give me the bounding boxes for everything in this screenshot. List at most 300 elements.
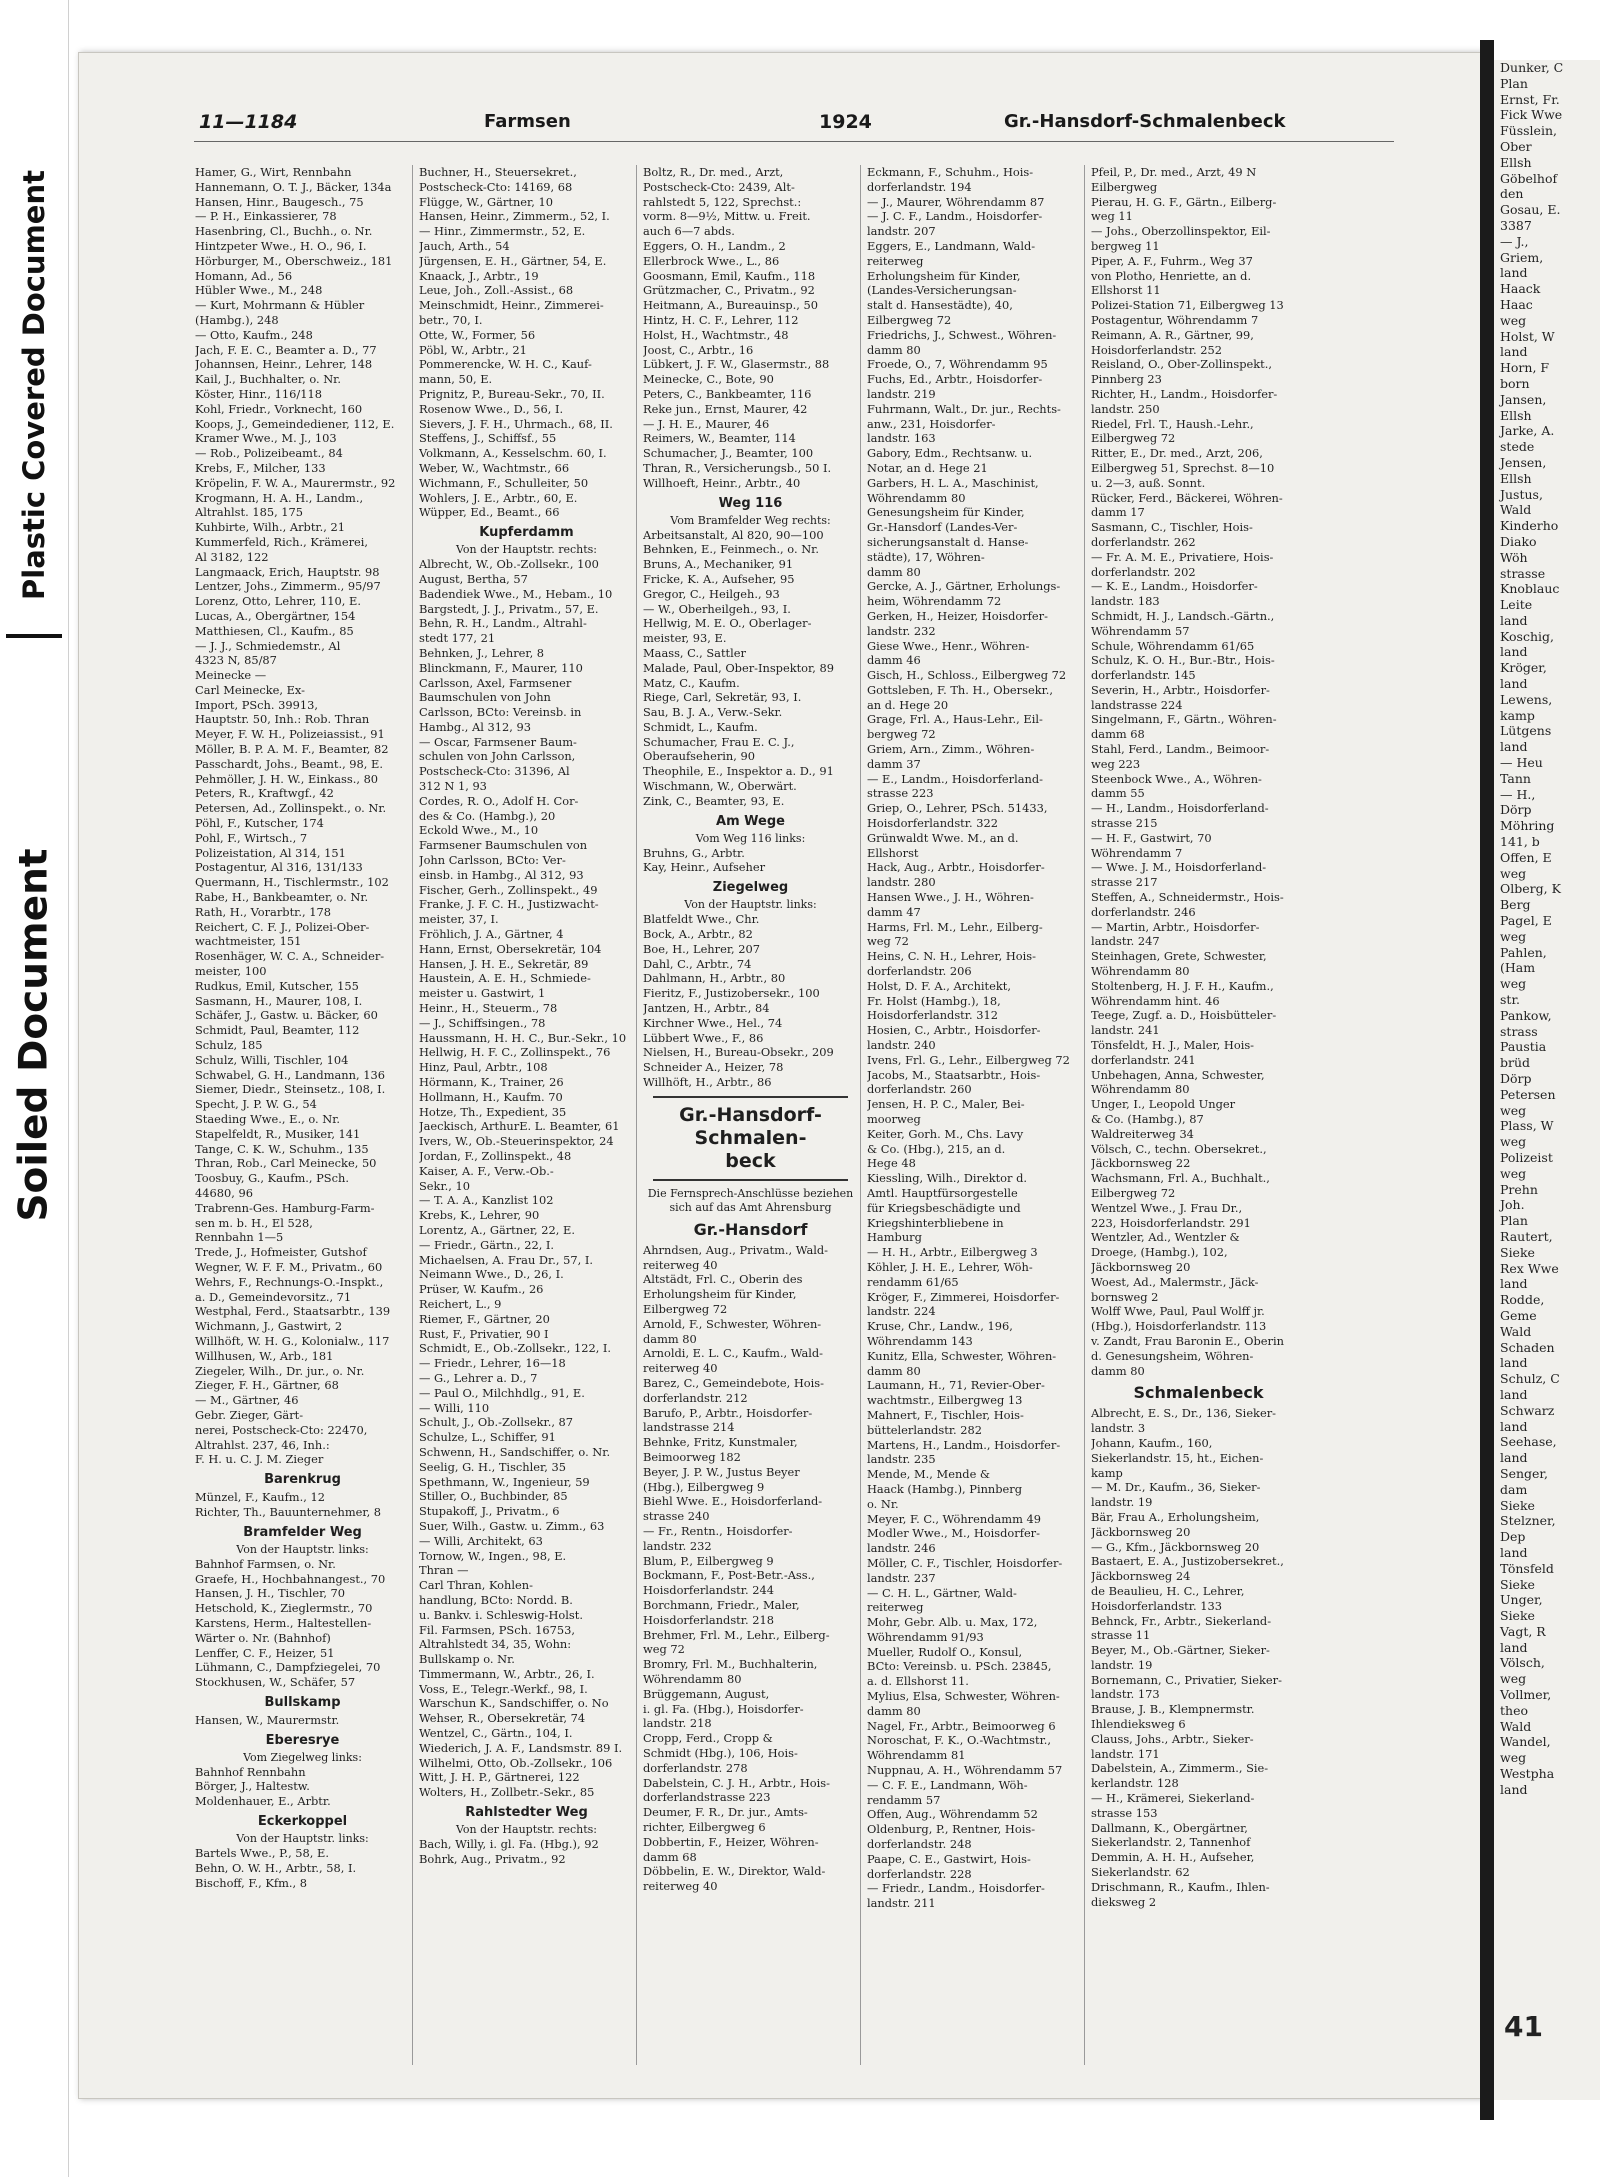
street-heading: Am Wege	[716, 813, 785, 829]
header-rule	[194, 141, 1394, 142]
directory-entry: Nagel, Fr., Arbtr., Beimoorweg 6	[867, 1718, 1056, 1733]
directory-entry: Ihlendieksweg 6	[1091, 1717, 1186, 1732]
directory-entry: Behnken, J., Lehrer, 8	[419, 645, 545, 660]
locality-section-heading: Gr.-Hansdorf	[693, 1219, 808, 1239]
directory-entry: Schumacher, Frau E. C. J.,	[643, 734, 795, 749]
next-page-entry: Schulz, C	[1500, 1371, 1560, 1387]
directory-entry: Grage, Frl. A., Haus-Lehr., Eil-	[867, 712, 1043, 727]
directory-entry: landstrasse 214	[643, 1420, 735, 1435]
directory-entry: Unger, I., Leopold Unger	[1091, 1097, 1236, 1112]
directory-entry: Bockmann, F., Post-Betr.-Ass.,	[643, 1568, 815, 1583]
directory-entry: weg 11	[1091, 209, 1133, 224]
directory-entry: reiterweg 40	[643, 1257, 718, 1272]
directory-entry: Timmermann, W., Arbtr., 26, I.	[419, 1666, 595, 1681]
directory-entry: Carlsson, BCto: Vereinsb. in	[419, 705, 582, 720]
directory-entry: Prüser, W. Kaufm., 26	[419, 1282, 544, 1297]
directory-entry: Rust, F., Privatier, 90 I	[419, 1326, 549, 1341]
directory-entry: Hansen Wwe., J. H., Wöhren-	[867, 890, 1034, 905]
directory-entry: landstr. 163	[867, 431, 936, 446]
directory-entry: Holst, H., Wachtmstr., 48	[643, 327, 789, 342]
directory-entry: Sasmann, C., Tischler, Hois-	[1091, 520, 1253, 535]
directory-entry: Reisland, O., Ober-Zollinspekt.,	[1091, 357, 1272, 372]
next-page-entry: Wald	[1500, 1718, 1532, 1734]
street-heading: Eberesrye	[265, 1732, 340, 1748]
next-page-entry: Fick Wwe	[1500, 107, 1563, 123]
directory-entry: Reimers, W., Beamter, 114	[643, 431, 796, 446]
directory-entry: F. H. u. C. J. M. Zieger	[195, 1452, 324, 1467]
directory-entry: Thran —	[419, 1563, 469, 1578]
directory-entry: Stupakoff, J., Privatm., 6	[419, 1504, 560, 1519]
directory-entry: Graefe, H., Hochbahnangest., 70	[195, 1571, 386, 1586]
directory-entry: Meinschmidt, Heinr., Zimmerei-	[419, 298, 604, 313]
directory-entry: Haustein, A. E. H., Schmiede-	[419, 971, 591, 986]
directory-entry: Eilbergweg 72	[867, 312, 952, 327]
directory-entry: dieksweg 2	[1091, 1894, 1157, 1909]
directory-entry: Kohl, Friedr., Vorknecht, 160	[195, 401, 363, 416]
directory-entry: 223, Hoisdorferlandstr. 291	[1091, 1215, 1251, 1230]
directory-entry: damm 80	[1091, 1363, 1145, 1378]
next-page-entry: str.	[1500, 992, 1521, 1008]
directory-entry: Hansen, W., Maurermstr.	[195, 1712, 340, 1727]
directory-entry: — Fr., Rentn., Hoisdorfer-	[643, 1523, 793, 1538]
directory-entry: Grünwaldt Wwe. M., an d.	[867, 830, 1019, 845]
directory-entry: landstr. 183	[1091, 594, 1160, 609]
directory-entry: Mueller, Rudolf O., Konsul,	[867, 1644, 1023, 1659]
directory-entry: Altrahlst. 185, 175	[195, 505, 304, 520]
next-page-entry: land	[1500, 1418, 1528, 1434]
next-page-entry: Pagel, E	[1500, 913, 1552, 929]
directory-entry: Bromry, Frl. M., Buchhalterin,	[643, 1657, 818, 1672]
directory-entry: Nuppnau, A. H., Wöhrendamm 57	[867, 1763, 1063, 1778]
next-page-entry: Paustia	[1500, 1039, 1547, 1055]
directory-entry: Wichmann, F., Schulleiter, 50	[419, 475, 589, 490]
directory-entry: Willhoeft, Heinr., Arbtr., 40	[643, 475, 801, 490]
directory-entry: Kaiser, A. F., Verw.-Ob.-	[419, 1163, 554, 1178]
directory-entry: Fuchs, Ed., Arbtr., Hoisdorfer-	[867, 372, 1043, 387]
locality-intro: Die Fernsprech-Anschlüsse beziehen sich auf das Amt Ahrensburg	[647, 1186, 854, 1214]
directory-entry: Schmidt (Hbg.), 106, Hois-	[643, 1745, 798, 1760]
directory-entry: Staeding Wwe., E., o. Nr.	[195, 1112, 341, 1126]
next-page-entry: land	[1500, 676, 1528, 692]
directory-entry: Polizeistation, Al 314, 151	[195, 845, 346, 860]
directory-entry: Jach, F. E. C., Beamter a. D., 77	[195, 342, 377, 357]
directory-entry: Malade, Paul, Ober-Inspektor, 89	[643, 660, 834, 675]
directory-entry: Ellshorst 11	[1091, 283, 1161, 298]
directory-entry: Barez, C., Gemeindebote, Hois-	[643, 1376, 824, 1390]
directory-entry: Wöhrendamm 80	[643, 1671, 742, 1686]
directory-entry: von Plotho, Henriette, an d.	[1091, 268, 1252, 283]
directory-entry: Rosenhäger, W. C. A., Schneider-	[195, 949, 385, 964]
directory-entry: Jäckbornsweg 24	[1091, 1569, 1191, 1584]
directory-entry: sen m. b. H., El 528,	[195, 1215, 313, 1230]
directory-entry: Bahnhof Rennbahn	[195, 1764, 306, 1779]
directory-entry: damm 80	[867, 1703, 921, 1718]
directory-entry: Froede, O., 7, Wöhrendamm 95	[867, 357, 1048, 372]
directory-entry: Erholungsheim für Kinder,	[867, 268, 1021, 283]
directory-entry: landstr. 237	[867, 1570, 936, 1585]
directory-entry: an d. Hege 20	[867, 697, 949, 712]
directory-entry: Goosmann, Emil, Kaufm., 118	[643, 268, 816, 283]
directory-entry: Krebs, F., Milcher, 133	[195, 460, 326, 475]
directory-entry: landstr. 280	[867, 875, 936, 890]
directory-entry: — C. H. L., Gärtner, Wald-	[867, 1585, 1017, 1600]
book-gutter	[1480, 40, 1494, 2120]
directory-entry: städte), 17, Wöhren-	[867, 549, 985, 564]
directory-entry: landstr. 211	[867, 1896, 936, 1911]
directory-entry: Droege, (Hambg.), 102,	[1091, 1245, 1228, 1260]
directory-entry: strasse 217	[1091, 875, 1158, 890]
directory-entry: Hasenbring, Cl., Buchh., o. Nr.	[195, 224, 373, 239]
directory-entry: — P. H., Einkassierer, 78	[195, 209, 337, 224]
directory-entry: Hamburg	[867, 1230, 922, 1245]
directory-entry: Baumschulen von John	[419, 690, 551, 705]
directory-entry: Kröpelin, F. W. A., Maurermstr., 92	[195, 475, 396, 490]
directory-entry: Wichmann, J., Gastwirt, 2	[195, 1319, 343, 1334]
directory-entry: Stapelfeldt, R., Musiker, 141	[195, 1126, 361, 1141]
directory-entry: Rabe, H., Bankbeamter, o. Nr.	[195, 890, 369, 905]
directory-entry: reiterweg 40	[643, 1361, 718, 1376]
directory-entry: Schmidt, H. J., Landsch.-Gärtn.,	[1091, 608, 1275, 623]
next-page-entry: Ernst, Fr.	[1500, 91, 1560, 107]
directory-entry: Fieritz, F., Justizobersekr., 100	[643, 986, 820, 1001]
directory-entry: Lenffer, C. F., Heizer, 51	[195, 1645, 335, 1660]
directory-entry: — H. H., Arbtr., Eilbergweg 3	[867, 1245, 1038, 1260]
directory-entry: meister, 93, E.	[643, 631, 727, 646]
directory-entry: bergweg 11	[1091, 238, 1160, 253]
directory-entry: Eilbergweg 72	[1091, 1185, 1176, 1200]
directory-entry: Gregor, C., Heilgeh., 93	[643, 586, 780, 601]
directory-entry: heim, Wöhrendamm 72	[867, 594, 1002, 609]
directory-entry: Grützmacher, C., Privatm., 92	[643, 283, 815, 298]
directory-entry: Blinckmann, F., Maurer, 110	[419, 660, 583, 675]
directory-entry: Tönsfeldt, H. J., Maler, Hois-	[1091, 1038, 1255, 1053]
next-page-entry: land	[1500, 612, 1528, 628]
directory-entry: Postscheck-Cto: 14169, 68	[419, 179, 573, 194]
directory-entry: de Beaulieu, H. C., Lehrer,	[1091, 1583, 1245, 1598]
directory-entry: Behn, O. W. H., Arbtr., 58, I.	[195, 1860, 357, 1875]
directory-entry: landstr. 240	[867, 1038, 936, 1053]
directory-entry: Wischmann, W., Oberwärt.	[643, 779, 797, 794]
directory-entry: damm 80	[643, 1331, 697, 1346]
directory-entry: Nielsen, H., Bureau-Obsekr., 209	[643, 1045, 834, 1060]
next-page-entry: — H.,	[1500, 786, 1536, 802]
directory-entry: u. 2—3, auß. Sonnt.	[1091, 475, 1206, 490]
next-page-entry: Tann	[1500, 770, 1531, 786]
directory-entry: Fischer, Gerh., Zollinspekt., 49	[419, 882, 598, 897]
directory-entry: bornsweg 2	[1091, 1289, 1159, 1304]
directory-entry: Jantzen, H., Arbtr., 84	[643, 1001, 770, 1016]
directory-entry: Kirchner Wwe., Hel., 74	[643, 1015, 783, 1030]
directory-entry: Fröhlich, J. A., Gärtner, 4	[419, 927, 564, 942]
directory-entry: Moldenhauer, E., Arbtr.	[195, 1794, 331, 1809]
directory-entry: Hosien, C., Arbtr., Hoisdorfer-	[867, 1023, 1041, 1038]
directory-entry: landstr. 19	[1091, 1495, 1153, 1510]
directory-entry: Ivens, Frl. G., Lehr., Eilbergweg 72	[867, 1052, 1070, 1067]
directory-entry: Albrecht, W., Ob.-Zollsekr., 100	[419, 557, 599, 572]
directory-entry: landstr. 219	[867, 386, 936, 401]
directory-entry: Möller, C. F., Tischler, Hoisdorfer-	[867, 1555, 1063, 1570]
directory-entry: Heinr., H., Steuerm., 78	[419, 1001, 558, 1016]
directory-entry: Reimann, A. R., Gärtner, 99,	[1091, 327, 1254, 342]
directory-entry: rendamm 57	[867, 1792, 941, 1807]
directory-entry: Schwabel, G. H., Landmann, 136	[195, 1067, 385, 1082]
directory-entry: Piper, A. F., Fuhrm., Weg 37	[1091, 253, 1253, 268]
street-note: Von der Hauptstr. links:	[684, 898, 817, 912]
directory-entry: Boltz, R., Dr. med., Arzt,	[643, 165, 784, 179]
directory-entry: i. gl. Fa. (Hbg.), Hoisdorfer-	[643, 1701, 804, 1716]
locality-section-heading: Schmalenbeck	[1133, 1383, 1264, 1403]
directory-entry: — H., Krämerei, Siekerland-	[1091, 1791, 1255, 1806]
directory-entry: dorferlandstrasse 223	[643, 1790, 771, 1805]
directory-entry: — C. F. E., Landmann, Wöh-	[867, 1777, 1028, 1792]
column-3	[643, 165, 858, 2085]
directory-entry: Börger, J., Haltestw.	[195, 1779, 310, 1794]
directory-entry: landstr. 250	[1091, 401, 1160, 416]
directory-entry: Eggers, O. H., Landm., 2	[643, 238, 786, 253]
directory-entry: Hege 48	[867, 1156, 916, 1171]
directory-entry: Weber, W., Wachtmstr., 66	[419, 460, 570, 475]
next-page-entry: Dörp	[1500, 1071, 1532, 1086]
directory-entry: Hack, Aug., Arbtr., Hoisdorfer-	[867, 860, 1045, 875]
next-page-entry: Jarke, A.	[1500, 423, 1555, 439]
column-5	[1091, 165, 1306, 2085]
directory-entry: handlung, BCto: Nordd. B.	[419, 1592, 573, 1607]
directory-entry: — M., Gärtner, 46	[195, 1393, 299, 1408]
directory-entry: Hauptstr. 50, Inh.: Rob. Thran	[195, 712, 370, 727]
directory-entry: Peters, C., Bankbeamter, 116	[643, 386, 812, 401]
directory-entry: Willhöft, H., Arbtr., 86	[643, 1075, 772, 1090]
directory-entry: Döbbelin, E. W., Direktor, Wald-	[643, 1864, 826, 1879]
next-page-entry: Schaden	[1500, 1339, 1555, 1355]
directory-entry: Deumer, F. R., Dr. jur., Amts-	[643, 1805, 808, 1820]
directory-entry: Pohl, F., Wirtsch., 7	[195, 830, 308, 845]
directory-entry: Schmidt, Paul, Beamter, 112	[195, 1023, 360, 1038]
directory-entry: Gebr. Zieger, Gärt-	[195, 1407, 304, 1422]
directory-entry: dorferlandstr. 248	[867, 1837, 972, 1852]
directory-entry: Prignitz, P., Bureau-Sekr., 70, II.	[419, 386, 605, 401]
directory-entry: Haack (Hambg.), Pinnberg	[867, 1481, 1023, 1496]
next-page-entry: Völsch,	[1500, 1655, 1545, 1671]
directory-entry: — G., Kfm., Jäckbornsweg 20	[1091, 1539, 1260, 1554]
next-page-entry: Plan	[1500, 75, 1528, 91]
directory-entry: landstr. 19	[1091, 1657, 1153, 1672]
directory-entry: Albrecht, E. S., Dr., 136, Sieker-	[1091, 1406, 1276, 1421]
directory-entry: Wiederich, J. A. F., Landsmstr. 89 I.	[419, 1740, 623, 1755]
directory-entry: Wöhrendamm hint. 46	[1091, 993, 1220, 1008]
directory-entry: Badendiek Wwe., M., Hebam., 10	[419, 586, 613, 601]
directory-entry: Ahrndsen, Aug., Privatm., Wald-	[643, 1242, 829, 1257]
directory-entry: (Hambg.), 248	[195, 312, 279, 327]
next-page-entry: Möhring	[1500, 818, 1555, 834]
street-note: Von der Hauptstr. links:	[236, 1832, 369, 1846]
directory-entry: — G., Lehrer a. D., 7	[419, 1370, 538, 1385]
directory-entry: Krogmann, H. A. H., Landm.,	[195, 490, 364, 505]
directory-entry: dorferlandstr. 202	[1091, 564, 1196, 579]
next-page-entry: weg	[1500, 865, 1527, 881]
directory-page	[78, 52, 1482, 2099]
directory-entry: Behnke, Fritz, Kunstmaler,	[643, 1435, 798, 1450]
next-page-entry: — J.,	[1500, 233, 1529, 249]
page-number: 11—1184	[199, 111, 298, 133]
directory-entry: landstr. 232	[867, 623, 936, 638]
directory-entry: Fr. Holst (Hambg.), 18,	[867, 993, 1001, 1008]
directory-entry: Carl Thran, Kohlen-	[419, 1578, 533, 1593]
next-page-entry: Petersen	[1500, 1086, 1556, 1102]
directory-entry: landstr. 247	[1091, 934, 1160, 949]
directory-entry: Wegner, W. F. F. M., Privatm., 60	[195, 1259, 383, 1274]
directory-entry: Blum, P., Eilbergweg 9	[643, 1553, 774, 1568]
directory-entry: Hansen, J. H. E., Sekretär, 89	[419, 956, 589, 971]
directory-entry: — J. C. F., Landm., Hoisdorfer-	[867, 209, 1043, 224]
directory-entry: Dabelstein, A., Zimmerm., Sie-	[1091, 1761, 1269, 1776]
directory-entry: Jürgensen, E. H., Gärtner, 54, E.	[419, 253, 607, 268]
directory-entry: Kay, Heinr., Aufseher	[643, 860, 766, 875]
directory-entry: Bartels Wwe., P., 58, E.	[195, 1846, 329, 1861]
directory-entry: Otte, W., Former, 56	[419, 327, 536, 342]
directory-entry: Haussmann, H. H. C., Bur.-Sekr., 10	[419, 1030, 627, 1045]
next-page-entry: Füsslein,	[1500, 123, 1557, 139]
next-page-entry: Dep	[1500, 1529, 1526, 1545]
locality-title: beck	[725, 1149, 776, 1172]
directory-entry: Erholungsheim für Kinder,	[643, 1287, 797, 1302]
directory-entry: o. Nr.	[867, 1496, 899, 1511]
directory-entry: Altstädt, Frl. C., Oberin des	[643, 1272, 803, 1287]
directory-entry: Specht, J. P. W. G., 54	[195, 1097, 317, 1112]
directory-entry: Hetschold, K., Zieglermstr., 70	[195, 1601, 373, 1616]
directory-entry: landstr. 224	[867, 1304, 936, 1319]
directory-entry: Wolff Wwe, Paul, Paul Wolff jr.	[1091, 1304, 1265, 1319]
column-divider	[860, 165, 861, 2065]
directory-entry: Stahl, Ferd., Landm., Beimoor-	[1091, 742, 1270, 757]
directory-entry: weg 72	[867, 934, 909, 949]
street-note: Von der Hauptstr. rechts:	[455, 543, 598, 557]
directory-entry: Trabrenn-Ges. Hamburg-Farm-	[195, 1200, 375, 1215]
next-page-entry: Offen, E	[1500, 849, 1552, 865]
directory-entry: Bischoff, F., Kfm., 8	[195, 1875, 307, 1890]
next-page-entry: Berg	[1500, 897, 1531, 913]
directory-entry: Johannsen, Heinr., Lehrer, 148	[195, 357, 373, 372]
directory-entry: Jensen, H. P. C., Maler, Bei-	[867, 1097, 1025, 1112]
directory-entry: Eilbergweg 72	[1091, 431, 1176, 446]
directory-entry: — Oscar, Farmsener Baum-	[419, 734, 577, 749]
directory-entry: wachtmeister, 151	[195, 934, 302, 949]
directory-entry: Hollmann, H., Kaufm. 70	[419, 1089, 563, 1104]
directory-entry: Sasmann, H., Maurer, 108, I.	[195, 993, 363, 1008]
directory-entry: Thran, Rob., Carl Meinecke, 50	[195, 1156, 377, 1171]
directory-entry: Völsch, C., techn. Obersekret.,	[1091, 1141, 1267, 1156]
next-page-entry: brüd	[1500, 1055, 1531, 1071]
directory-entry: Lucas, A., Obergärtner, 154	[195, 608, 356, 623]
directory-entry: Flügge, W., Gärtner, 10	[419, 194, 553, 209]
street-heading: Kupferdamm	[479, 525, 574, 541]
directory-entry: Buchner, H., Steuersekret.,	[419, 165, 577, 179]
directory-entry: Notar, an d. Hege 21	[867, 460, 988, 475]
directory-entry: — Wwe. J. M., Hoisdorferland-	[1091, 860, 1267, 875]
next-page-entry: land	[1500, 1450, 1528, 1466]
next-page-entry: Westpha	[1500, 1766, 1555, 1782]
street-note: Vom Bramfelder Weg rechts:	[670, 513, 831, 527]
directory-entry: Arnoldi, E. L. C., Kaufm., Wald-	[643, 1346, 824, 1361]
directory-entry: Hellwig, M. E. O., Oberlager-	[643, 616, 812, 631]
next-page-entry: land	[1500, 739, 1528, 755]
directory-entry: Köster, Hinr., 116/118	[195, 386, 322, 401]
directory-entry: — Rob., Polizeibeamt., 84	[195, 446, 343, 461]
archive-side-tab	[0, 0, 69, 2177]
directory-entry: — J., Schiffsingen., 78	[419, 1015, 546, 1030]
directory-entry: Dobbertin, F., Heizer, Wöhren-	[643, 1834, 819, 1849]
directory-entry: Pöbl, W., Arbtr., 21	[419, 342, 527, 357]
directory-entry: Fil. Farmsen, PSch. 16753,	[419, 1622, 576, 1637]
directory-entry: Zieger, F. H., Gärtner, 68	[195, 1378, 339, 1393]
locality-title: Gr.-Hansdorf-	[679, 1103, 822, 1126]
directory-entry: Holst, D. F. A., Architekt,	[867, 978, 1011, 993]
directory-entry: Steffen, A., Schneidermstr., Hois-	[1091, 890, 1284, 905]
directory-entry: Trede, J., Hofmeister, Gutshof	[195, 1245, 367, 1260]
directory-entry: Modler Wwe., M., Hoisdorfer-	[867, 1526, 1040, 1541]
directory-entry: stalt d. Hansestädte), 40,	[867, 298, 1013, 313]
directory-entry: Postagentur, Al 316, 131/133	[195, 860, 363, 875]
directory-entry: Cropp, Ferd., Cropp &	[643, 1731, 773, 1746]
directory-entry: strasse 240	[643, 1509, 710, 1524]
directory-entry: Steenbock Wwe., A., Wöhren-	[1091, 771, 1262, 786]
directory-entry: Jacobs, M., Staatsarbtr., Hois-	[867, 1067, 1041, 1082]
directory-entry: dorferlandstr. 260	[867, 1082, 972, 1097]
directory-entry: Hoisdorferlandstr. 244	[643, 1583, 774, 1598]
next-page-entry: weg	[1500, 976, 1527, 992]
directory-entry: Blatfeldt Wwe., Chr.	[643, 912, 760, 927]
directory-entry: Singelmann, F., Gärtn., Wöhren-	[1091, 712, 1277, 727]
directory-entry: Biehl Wwe. E., Hoisdorferland-	[643, 1494, 823, 1509]
column-divider	[636, 165, 637, 2065]
soiled-document-label: Soiled Document	[11, 848, 57, 1222]
street-heading: Eckerkoppel	[257, 1814, 348, 1830]
directory-entry: August, Bertha, 57	[419, 571, 528, 586]
street-note: Von der Hauptstr. links:	[236, 1542, 369, 1556]
directory-entry: Schule, Wöhrendamm 61/65	[1091, 638, 1255, 653]
directory-entry: Borchmann, Friedr., Maler,	[643, 1597, 800, 1612]
next-page-entry: land	[1500, 344, 1528, 360]
directory-entry: Bastaert, E. A., Justizobersekret.,	[1091, 1554, 1284, 1569]
next-page-entry: Prehn	[1500, 1181, 1538, 1197]
directory-entry: Brüggemann, August,	[643, 1686, 770, 1701]
year: 1924	[819, 111, 872, 133]
directory-entry: Johann, Kaufm., 160,	[1091, 1435, 1213, 1450]
street-heading: Ziegelweg	[712, 880, 789, 896]
directory-entry: meister, 37, I.	[419, 912, 499, 927]
next-page-entry: Dunker, C	[1500, 60, 1564, 75]
directory-entry: Wüpper, Ed., Beamt., 66	[419, 505, 560, 520]
directory-entry: kerlandstr. 128	[1091, 1776, 1179, 1791]
directory-entry: auch 6—7 abds.	[643, 224, 735, 239]
directory-entry: Franke, J. F. C. H., Justizwacht-	[419, 897, 599, 912]
directory-entry: dorferlandstr. 206	[867, 964, 972, 979]
directory-entry: Ivers, W., Ob.-Steuerinspektor, 24	[419, 1134, 614, 1149]
directory-entry: Quermann, H., Tischlermstr., 102	[195, 875, 389, 890]
next-page-entry: Wandel,	[1500, 1734, 1551, 1750]
directory-entry: weg 223	[1091, 756, 1141, 771]
next-page-entry: land	[1500, 644, 1528, 660]
directory-entry: Bahnhof Farmsen, o. Nr.	[195, 1556, 336, 1571]
directory-entry: Oldenburg, P., Rentner, Hois-	[867, 1822, 1036, 1837]
directory-entry: damm 55	[1091, 786, 1145, 801]
directory-entry: Münzel, F., Kaufm., 12	[195, 1490, 325, 1505]
directory-entry: Jordan, F., Zollinspekt., 48	[419, 1149, 572, 1163]
directory-entry: Siekerlandstr. 62	[1091, 1865, 1190, 1880]
directory-entry: Wöhrendamm 81	[867, 1748, 966, 1763]
directory-entry: landstr. 171	[1091, 1746, 1160, 1761]
directory-entry: Stoltenberg, H. J. F. H., Kaufm.,	[1091, 978, 1274, 993]
directory-entry: vorm. 8—9½, Mittw. u. Freit.	[643, 209, 811, 224]
